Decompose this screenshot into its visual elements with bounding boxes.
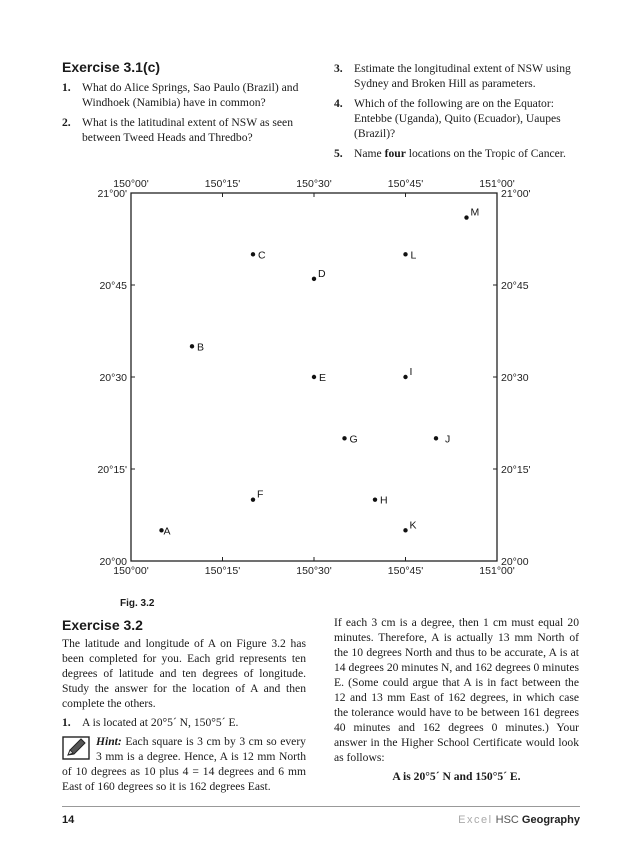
longitude-label-top: 150°30' [296, 178, 332, 190]
longitude-label-top: 150°45' [387, 178, 424, 190]
question-item: 5. Name four locations on the Tropic of Cancer. [334, 147, 566, 160]
location-point-label: B [197, 341, 205, 354]
latitude-label-right: 20°15' [501, 464, 531, 476]
exercise-32-intro: The latitude and longitude of A on Figure 3.2 has been completed for you. Each grid represents ten degrees of latitude and ten degrees of longitude. Study the answer for the location of A and then complete the others. [62, 637, 306, 710]
location-point-label: C [258, 249, 266, 262]
location-point-label: D [318, 267, 326, 280]
exercise-32-continued: If each 3 cm is a degree, then 1 cm must equal 20 minutes. Therefore, A is actually 13 mm North of the 10 degrees North and thus to be accurate, A is at 14 degrees 20 minutes N, and 162 degrees 0 minutes E. (Some could argue that A is in fact between the 12 and 13 mm East of 162 degrees, in which case the tolerance would have to be between 161 degrees 40 minutes and 162 degrees 0 minutes.) Your answer in the Higher School Certificate would look as follows: [334, 616, 579, 764]
latitude-label-right: 20°30 [501, 372, 529, 384]
location-point [190, 344, 194, 348]
latitude-label-left: 21°00' [97, 188, 127, 200]
location-point-label: G [349, 433, 358, 446]
question-item: 2. What is the latitudinal extent of NSW as seen between Tweed Heads and Thredbo? [62, 116, 293, 144]
location-point [251, 497, 255, 501]
exercise-32-title: Exercise 3.2 [62, 617, 143, 633]
location-point-label: A [163, 525, 171, 538]
longitude-label-bottom: 150°30' [296, 565, 332, 577]
longitude-label-bottom: 150°15' [204, 565, 241, 577]
longitude-label-bottom: 150°45' [387, 565, 424, 577]
footer-divider [62, 806, 580, 807]
location-point [312, 375, 316, 379]
exercise-31-left-column [62, 80, 307, 150]
longitude-label-bottom: 151°00' [479, 565, 515, 577]
longitude-label-bottom: 150°00' [113, 565, 149, 577]
location-point [312, 277, 316, 281]
latitude-label-right: 20°00 [501, 556, 529, 568]
exercise-32-question-1: 1. A is located at 20°5´ N, 150°5´ E. [62, 716, 239, 729]
location-point [464, 215, 468, 219]
location-point-label: F [257, 488, 264, 501]
location-point [434, 436, 438, 440]
longitude-label-top: 150°15' [204, 178, 241, 190]
location-point-label: M [470, 206, 480, 219]
pencil-note-icon [62, 736, 90, 760]
location-point-label: E [319, 372, 327, 384]
latitude-label-right: 21°00' [501, 188, 531, 200]
exercise-31-right-column [334, 61, 579, 166]
longitude-label-top: 150°00' [113, 178, 149, 190]
figure-caption: Fig. 3.2 [120, 598, 155, 609]
location-point-label: K [409, 519, 417, 532]
latitude-label-left: 20°15' [97, 464, 127, 476]
hint-block: Hint: Each square is 3 cm by 3 cm so every 3 mm is a degree. Hence, A is 12 mm North of 10 degrees as 10 plus 4 = 14 degrees and 6 mm East of 160 degrees so it is 162 degrees East. [62, 735, 306, 793]
location-point [403, 252, 407, 256]
latitude-label-left: 20°30 [99, 372, 127, 384]
latitude-label-left: 20°00 [99, 556, 127, 568]
location-point-label: J [445, 433, 451, 446]
location-point [251, 252, 255, 256]
location-point [373, 497, 377, 501]
question-item: 3. Estimate the longitudinal extent of NSW using Sydney and Broken Hill as parameters. [334, 62, 571, 90]
location-point-label: I [409, 366, 413, 378]
location-point [342, 436, 346, 440]
location-point-label: H [380, 494, 388, 507]
exercise-32-left-column [62, 636, 306, 794]
location-point [403, 528, 407, 532]
longitude-label-top: 151°00' [479, 178, 515, 190]
publication-brand: Excel HSC Geography [458, 814, 580, 826]
location-point-label: L [410, 249, 417, 262]
model-answer: A is 20°5´ N and 150°5´ E. [392, 770, 521, 783]
latitude-label-left: 20°45 [99, 280, 127, 292]
question-item: 4. Which of the following are on the Equator: Entebbe (Uganda), Quito (Ecuador), Uaupes (Brazil)? [334, 97, 561, 140]
exercise-32-right-column [334, 615, 579, 788]
page-number: 14 [62, 814, 75, 826]
figure-3-2-grid [0, 170, 640, 590]
question-item: 1. What do Alice Springs, Sao Paulo (Brazil) and Windhoek (Namibia) have in common? [62, 81, 299, 109]
location-point [403, 375, 407, 379]
latitude-label-right: 20°45 [501, 280, 529, 292]
exercise-31-title: Exercise 3.1(c) [62, 59, 161, 75]
